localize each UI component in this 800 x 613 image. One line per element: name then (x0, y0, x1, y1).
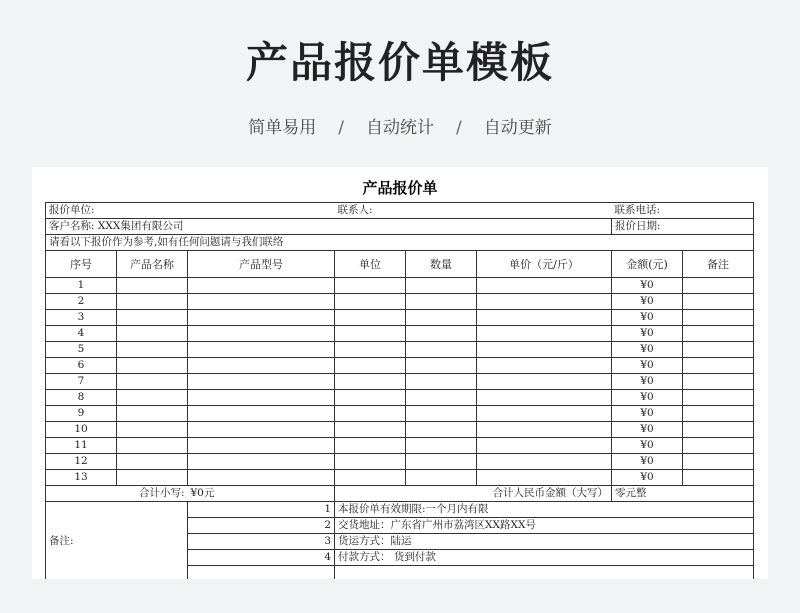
quantity-cell[interactable] (406, 454, 477, 470)
remark-no: 1 (188, 502, 335, 518)
amount-cell: ¥0 (612, 374, 683, 390)
quantity-cell[interactable] (406, 422, 477, 438)
unit-price-cell[interactable] (477, 374, 612, 390)
table-row (46, 470, 754, 486)
unit-price-cell[interactable] (477, 294, 612, 310)
model-cell[interactable] (188, 342, 335, 358)
row-no: 9 (46, 406, 117, 422)
col-header-model: 产品型号 (188, 251, 335, 278)
unit-cell[interactable] (335, 406, 406, 422)
remarks-cell[interactable] (683, 454, 754, 470)
table-row (46, 326, 754, 342)
col-header-product-name: 产品名称 (117, 251, 188, 278)
remark-row (46, 502, 754, 518)
quote-unit-label[interactable]: 报价单位: (46, 203, 335, 219)
row-no: 10 (46, 422, 117, 438)
product-name-cell[interactable] (117, 390, 188, 406)
col-header-unit: 单位 (335, 251, 406, 278)
product-name-cell[interactable] (117, 374, 188, 390)
quantity-cell[interactable] (406, 326, 477, 342)
product-name-cell[interactable] (117, 454, 188, 470)
remarks-cell[interactable] (683, 294, 754, 310)
unit-cell[interactable] (335, 310, 406, 326)
model-cell[interactable] (188, 470, 335, 486)
quantity-cell[interactable] (406, 294, 477, 310)
remarks-cell[interactable] (683, 342, 754, 358)
unit-price-cell[interactable] (477, 342, 612, 358)
product-name-cell[interactable] (117, 358, 188, 374)
remarks-cell[interactable] (683, 406, 754, 422)
remark-no: 4 (188, 550, 335, 566)
row-no: 1 (46, 278, 117, 294)
tag-auto-stats: 自动统计 (366, 118, 434, 138)
quantity-cell[interactable] (406, 278, 477, 294)
tag-auto-update: 自动更新 (483, 118, 552, 138)
col-header-unit-price: 单价（元/斤） (477, 251, 612, 278)
remarks-cell[interactable] (683, 422, 754, 438)
model-cell[interactable] (188, 310, 335, 326)
amount-cell: ¥0 (612, 470, 683, 486)
quantity-cell[interactable] (406, 310, 477, 326)
remarks-cell[interactable] (683, 374, 754, 390)
unit-price-cell[interactable] (477, 326, 612, 342)
table-row (46, 390, 754, 406)
info-row-2 (46, 219, 754, 235)
tagline (0, 113, 800, 138)
remarks-cell[interactable] (683, 310, 754, 326)
note-line: 请看以下报价作为参考,如有任何问题请与我们联络 (46, 235, 754, 251)
quantity-cell[interactable] (406, 438, 477, 454)
remarks-cell[interactable] (683, 278, 754, 294)
quote-date-label[interactable]: 报价日期: (612, 219, 754, 235)
row-no: 12 (46, 454, 117, 470)
table-row (46, 278, 754, 294)
table-row (46, 310, 754, 326)
remark-no: 2 (188, 518, 335, 534)
unit-price-cell[interactable] (477, 358, 612, 374)
remarks-cell[interactable] (683, 390, 754, 406)
remark-text: 货运方式：陆运 (335, 534, 754, 550)
col-header-remarks: 备注 (683, 251, 754, 278)
remarks-label: 备注: (46, 502, 188, 580)
page-title: 产品报价单模板 (245, 38, 554, 87)
tag-separator: / (456, 118, 462, 138)
total-rmb-label: 合计人民币金额（大写） (335, 486, 612, 502)
remark-text: 付款方式： 货到付款 (335, 550, 754, 566)
quantity-cell[interactable] (406, 406, 477, 422)
unit-price-cell[interactable] (477, 310, 612, 326)
amount-cell: ¥0 (612, 358, 683, 374)
product-name-cell[interactable] (117, 278, 188, 294)
info-row-1 (46, 203, 754, 219)
tag-separator: / (338, 118, 344, 138)
remark-no: 3 (188, 534, 335, 550)
unit-cell[interactable] (335, 374, 406, 390)
total-small-label: 合计小写: (46, 486, 188, 502)
sheet-title: 产品报价单 (362, 179, 438, 197)
row-no: 13 (46, 470, 117, 486)
unit-cell[interactable] (335, 422, 406, 438)
amount-cell: ¥0 (612, 422, 683, 438)
model-cell[interactable] (188, 438, 335, 454)
col-header-amount: 金额(元) (612, 251, 683, 278)
amount-cell: ¥0 (612, 438, 683, 454)
product-name-cell[interactable] (117, 438, 188, 454)
info-row-3 (46, 235, 754, 251)
product-name-cell[interactable] (117, 326, 188, 342)
table-row (46, 294, 754, 310)
quantity-cell[interactable] (406, 374, 477, 390)
model-cell[interactable] (188, 390, 335, 406)
table-row (46, 438, 754, 454)
amount-cell: ¥0 (612, 310, 683, 326)
row-no: 6 (46, 358, 117, 374)
remarks-cell[interactable] (683, 470, 754, 486)
amount-cell: ¥0 (612, 294, 683, 310)
unit-cell[interactable] (335, 390, 406, 406)
model-cell[interactable] (188, 406, 335, 422)
row-no: 2 (46, 294, 117, 310)
tag-easy: 简单易用 (248, 118, 317, 138)
unit-cell[interactable] (335, 342, 406, 358)
model-cell[interactable] (188, 294, 335, 310)
table-row (46, 358, 754, 374)
unit-cell[interactable] (335, 326, 406, 342)
row-no: 4 (46, 326, 117, 342)
model-cell[interactable] (188, 326, 335, 342)
unit-cell[interactable] (335, 454, 406, 470)
product-name-cell[interactable] (117, 406, 188, 422)
remark-empty-cell[interactable] (335, 566, 754, 580)
unit-cell[interactable] (335, 278, 406, 294)
col-header-no: 序号 (46, 251, 117, 278)
amount-cell: ¥0 (612, 326, 683, 342)
quantity-cell[interactable] (406, 470, 477, 486)
unit-price-cell[interactable] (477, 390, 612, 406)
total-small-value: ¥0元 (188, 486, 335, 502)
product-name-cell[interactable] (117, 310, 188, 326)
row-no: 7 (46, 374, 117, 390)
product-name-cell[interactable] (117, 470, 188, 486)
total-rmb-value: 零元整 (612, 486, 754, 502)
amount-cell: ¥0 (612, 454, 683, 470)
row-no: 5 (46, 342, 117, 358)
model-cell[interactable] (188, 454, 335, 470)
totals-row (46, 486, 754, 502)
contact-label[interactable]: 联系人: (335, 203, 612, 219)
amount-cell: ¥0 (612, 390, 683, 406)
column-header-row (46, 251, 754, 278)
row-no: 3 (46, 310, 117, 326)
remarks-cell[interactable] (683, 358, 754, 374)
table-row (46, 454, 754, 470)
quantity-cell[interactable] (406, 342, 477, 358)
table-row (46, 342, 754, 358)
amount-cell: ¥0 (612, 406, 683, 422)
amount-cell: ¥0 (612, 278, 683, 294)
quantity-cell[interactable] (406, 358, 477, 374)
unit-price-cell[interactable] (477, 454, 612, 470)
model-cell[interactable] (188, 374, 335, 390)
remark-empty-cell[interactable] (188, 566, 335, 580)
unit-cell[interactable] (335, 470, 406, 486)
product-name-cell[interactable] (117, 342, 188, 358)
col-header-quantity: 数量 (406, 251, 477, 278)
quotation-sheet (32, 167, 768, 579)
model-cell[interactable] (188, 422, 335, 438)
table-row (46, 374, 754, 390)
table-row (46, 406, 754, 422)
product-name-cell[interactable] (117, 422, 188, 438)
remark-text: 交货地址：广东省广州市荔湾区XX路XX号 (335, 518, 754, 534)
unit-price-cell[interactable] (477, 406, 612, 422)
amount-cell: ¥0 (612, 342, 683, 358)
unit-price-cell[interactable] (477, 470, 612, 486)
model-cell[interactable] (188, 358, 335, 374)
model-cell[interactable] (188, 278, 335, 294)
table-row (46, 422, 754, 438)
customer-label: 客户名称: (49, 220, 95, 232)
row-no: 11 (46, 438, 117, 454)
quantity-cell[interactable] (406, 390, 477, 406)
row-no: 8 (46, 390, 117, 406)
quotation-table (45, 202, 754, 579)
phone-label[interactable]: 联系电话: (612, 203, 754, 219)
unit-cell[interactable] (335, 294, 406, 310)
unit-cell[interactable] (335, 358, 406, 374)
customer-cell[interactable] (46, 219, 612, 235)
unit-price-cell[interactable] (477, 278, 612, 294)
unit-price-cell[interactable] (477, 422, 612, 438)
remarks-cell[interactable] (683, 438, 754, 454)
remarks-cell[interactable] (683, 326, 754, 342)
customer-value: XXX集团有限公司 (97, 220, 184, 232)
unit-price-cell[interactable] (477, 438, 612, 454)
remark-text: 本报价单有效期限:一个月内有限 (335, 502, 754, 518)
product-name-cell[interactable] (117, 294, 188, 310)
unit-cell[interactable] (335, 438, 406, 454)
